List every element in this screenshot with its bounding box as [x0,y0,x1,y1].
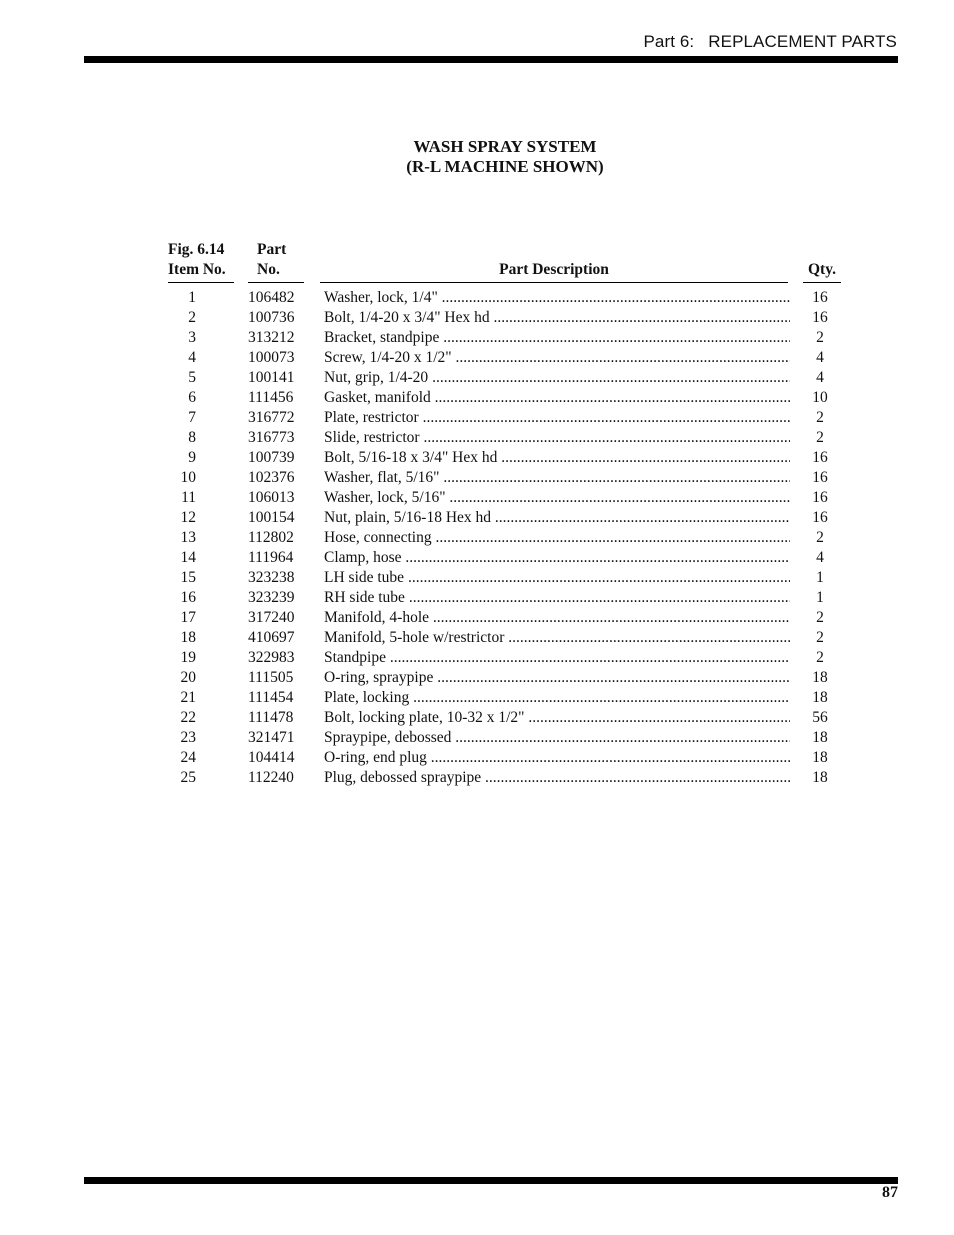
part-description: Washer, lock, 5/16" ..... [324,488,790,508]
quantity: 18 [812,729,828,746]
item-number: 22 [180,709,196,726]
table-row [0,688,954,708]
part-number: 100141 [248,369,295,386]
quantity: 2 [816,409,824,426]
table-row [0,628,954,648]
item-number: 14 [180,549,196,566]
part-number: 111505 [248,669,294,686]
item-number: 16 [180,589,196,606]
table-row [0,648,954,668]
part-description: O-ring, spraypipe ..... [324,668,790,688]
part-number: 112240 [248,769,294,786]
part-description: Nut, grip, 1/4-20 ..... [324,368,790,388]
quantity: 16 [812,449,828,466]
part-number: 316773 [248,429,295,446]
part-number: 104414 [248,749,295,766]
quantity: 16 [812,469,828,486]
quantity: 2 [816,649,824,666]
table-row [0,508,954,528]
column-underline [248,282,304,283]
item-number: 2 [188,309,196,326]
part-number: 106013 [248,489,295,506]
quantity: 16 [812,489,828,506]
page-number: 87 [882,1184,898,1201]
quantity: 2 [816,629,824,646]
table-row [0,548,954,568]
table-row [0,308,954,328]
part-number: 410697 [248,629,295,646]
page-header [643,32,897,52]
item-number: 25 [180,769,196,786]
part-description: Manifold, 4-hole ..... [324,608,790,628]
part-description: Washer, flat, 5/16" ..... [324,468,790,488]
part-number: 112802 [248,529,294,546]
quantity: 2 [816,529,824,546]
part-number: 100736 [248,309,295,326]
quantity: 18 [812,749,828,766]
item-number: 1 [188,289,196,306]
quantity: 56 [812,709,828,726]
part-number: 316772 [248,409,295,426]
quantity: 2 [816,429,824,446]
part-description: Plate, locking ..... [324,688,790,708]
column-header-part [257,240,286,280]
part-number: 111456 [248,389,294,406]
table-row [0,348,954,368]
quantity: 16 [812,309,828,326]
column-underline [168,282,234,283]
header-section-title: REPLACEMENT PARTS [708,32,897,51]
quantity: 4 [816,549,824,566]
item-number: 11 [181,489,196,506]
quantity: 16 [812,509,828,526]
table-row [0,588,954,608]
table-row [0,668,954,688]
part-description: Spraypipe, debossed ..... [324,728,790,748]
part-description: O-ring, end plug ..... [324,748,790,768]
item-number: 18 [180,629,196,646]
quantity: 4 [816,369,824,386]
column-underline [803,282,841,283]
quantity: 18 [812,689,828,706]
column-underline [320,282,788,283]
column-header-part-line1: Part [257,241,287,258]
part-description: Bolt, 5/16-18 x 3/4" Hex hd ..... [324,448,790,468]
item-number: 19 [180,649,196,666]
column-header-item-line2: Item No. [168,261,226,278]
part-description: Nut, plain, 5/16-18 Hex hd ..... [324,508,790,528]
column-header-qty: Qty. [808,261,836,278]
table-row [0,748,954,768]
item-number: 3 [188,329,196,346]
item-number: 17 [180,609,196,626]
table-row [0,768,954,788]
table-row [0,708,954,728]
item-number: 5 [188,369,196,386]
part-number: 317240 [248,609,295,626]
item-number: 15 [180,569,196,586]
part-description: Gasket, manifold ..... [324,388,790,408]
part-description: Manifold, 5-hole w/restrictor ..... [324,628,790,648]
part-number: 313212 [248,329,295,346]
column-header-part-line2: No. [257,261,280,278]
part-description: Standpipe ..... [324,648,790,668]
table-row [0,608,954,628]
item-number: 12 [180,509,196,526]
item-number: 21 [180,689,196,706]
part-description: Slide, restrictor ..... [324,428,790,448]
part-description: Bolt, locking plate, 10-32 x 1/2" ..... [324,708,790,728]
item-number: 13 [180,529,196,546]
item-number: 10 [180,469,196,486]
quantity: 2 [816,609,824,626]
quantity: 4 [816,349,824,366]
item-number: 4 [188,349,196,366]
table-row [0,428,954,448]
part-number: 111478 [248,709,294,726]
part-number: 321471 [248,729,295,746]
document-title: WASH SPRAY SYSTEM [413,137,597,156]
part-description: Washer, lock, 1/4" ..... [324,288,790,308]
table-row [0,568,954,588]
table-row [0,288,954,308]
quantity: 18 [812,769,828,786]
table-row [0,488,954,508]
parts-table [0,288,954,788]
header-part-label: Part 6: [643,32,695,51]
quantity: 1 [816,569,824,586]
footer-rule [84,1177,898,1184]
part-number: 100073 [248,349,295,366]
table-row [0,448,954,468]
item-number: 6 [188,389,196,406]
part-description: Bracket, standpipe ..... [324,328,790,348]
part-description: Plug, debossed spraypipe ..... [324,768,790,788]
part-number: 111454 [248,689,294,706]
part-number: 102376 [248,469,295,486]
table-row [0,368,954,388]
column-header-item [168,240,226,280]
part-description: Plate, restrictor ..... [324,408,790,428]
part-description: Screw, 1/4-20 x 1/2" ..... [324,348,790,368]
part-number: 323239 [248,589,295,606]
table-row [0,468,954,488]
item-number: 9 [188,449,196,466]
part-number: 106482 [248,289,295,306]
item-number: 7 [188,409,196,426]
part-description: RH side tube ..... [324,588,790,608]
part-number: 100154 [248,509,295,526]
part-number: 323238 [248,569,295,586]
part-description: Clamp, hose ..... [324,548,790,568]
quantity: 18 [812,669,828,686]
part-description: Bolt, 1/4-20 x 3/4" Hex hd ..... [324,308,790,328]
item-number: 24 [180,749,196,766]
part-description: Hose, connecting ..... [324,528,790,548]
quantity: 10 [812,389,828,406]
quantity: 1 [816,589,824,606]
table-row [0,388,954,408]
quantity: 16 [812,289,828,306]
part-number: 100739 [248,449,295,466]
quantity: 2 [816,329,824,346]
document-subtitle: (R-L MACHINE SHOWN) [406,157,604,176]
item-number: 8 [188,429,196,446]
item-number: 23 [180,729,196,746]
table-row [0,328,954,348]
table-row [0,528,954,548]
table-row [0,408,954,428]
column-header-description: Part Description [499,261,609,278]
table-row [0,728,954,748]
part-number: 322983 [248,649,295,666]
part-description: LH side tube ..... [324,568,790,588]
header-rule [84,56,898,63]
column-header-item-line1: Fig. 6.14 [168,241,225,258]
part-number: 111964 [248,549,294,566]
item-number: 20 [180,669,196,686]
